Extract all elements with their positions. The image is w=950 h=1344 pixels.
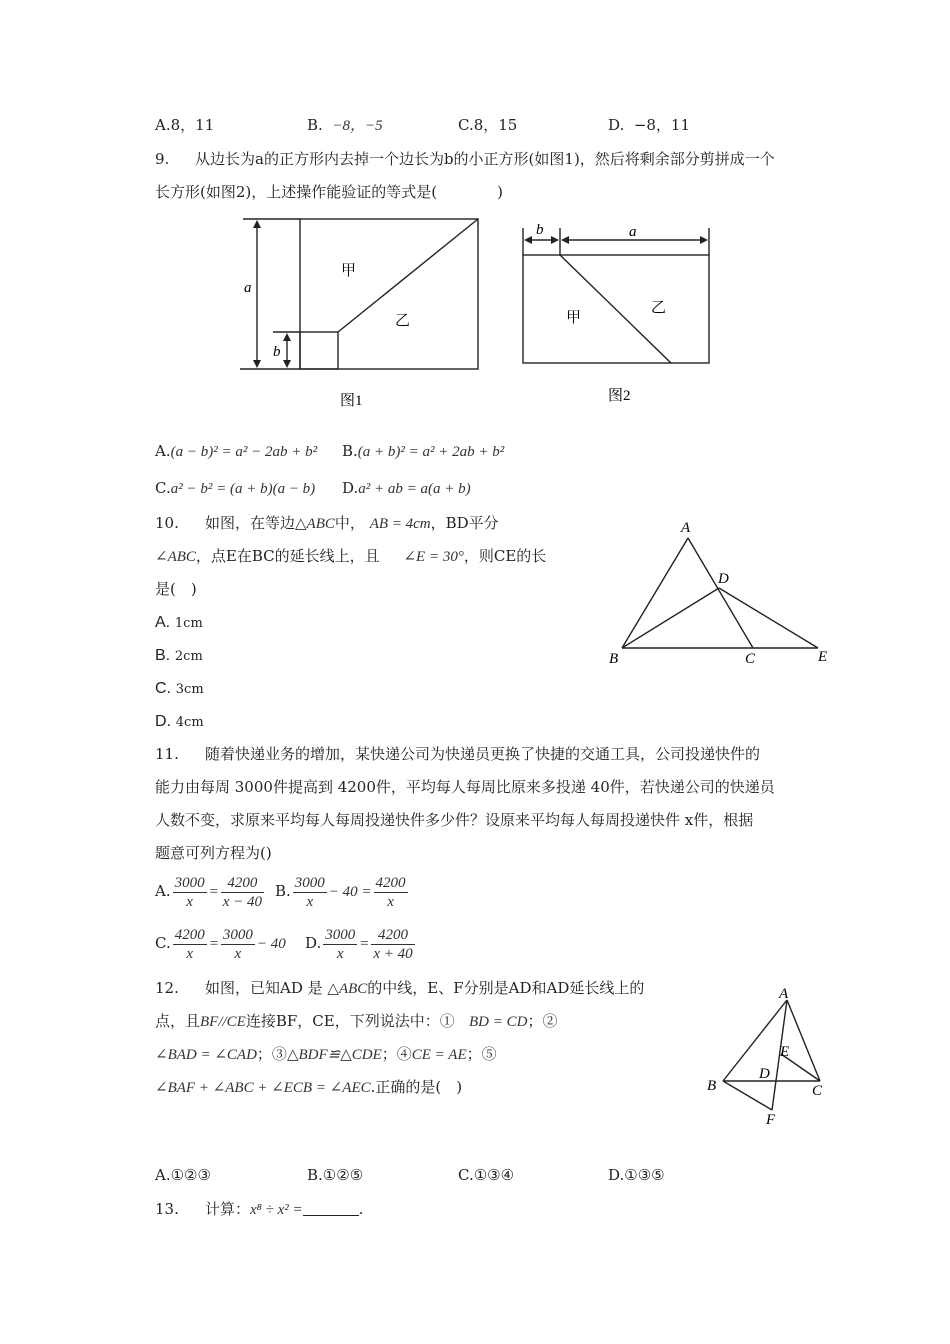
q12-line2: 点，且BF//CE连接BF，CE，下列说法中：① BD = CD；② xyxy=(155,1012,558,1030)
q8-option-d: D. −8，11 xyxy=(608,116,691,134)
q12-option-d: D.①③⑤ xyxy=(608,1166,665,1184)
q11-line2: 能力由每周 3000件提高到 4200件，平均每人每周比原来多投递 40件，若快递公司的快递员 xyxy=(155,778,775,796)
q9-option-b: B.(a + b)² = a² + 2ab + b² xyxy=(342,442,505,460)
q11-option-c: C. $\frac{4200}{x}$ = $\frac{3000}{x}$ − 40 xyxy=(155,926,286,962)
q10-option-a: A. 1cm xyxy=(155,614,203,631)
q9-option-c: C.a² − b² = (a + b)(a − b) xyxy=(155,479,316,497)
q12-label-c: C xyxy=(812,1083,823,1099)
q8-option-b: B. −8，−5 xyxy=(307,116,383,134)
q10-line1: 如图，在等边△ABC中， AB = 4cm，BD平分 xyxy=(205,514,499,532)
q10-number: 10. xyxy=(155,514,179,532)
q10-label-c: C xyxy=(745,651,756,667)
q11-line3: 人数不变，求原来平均每人每周投递快件多少件？设原来平均每人每周投递快件 x件，根据 xyxy=(155,811,754,829)
q12-line3: ∠BAD = ∠CAD；③△BDF≌△CDE；④CE = AE；⑤ xyxy=(155,1045,497,1063)
q12-option-c: C.①③④ xyxy=(458,1166,515,1184)
q12-option-b: B.①②⑤ xyxy=(307,1166,364,1184)
fig1-part-jia: 甲 xyxy=(341,263,357,279)
q9-option-a: A.(a − b)² = a² − 2ab + b² xyxy=(155,442,318,460)
q12-line4: ∠BAF + ∠ABC + ∠ECB = ∠AEC.正确的是( ) xyxy=(155,1078,463,1096)
q9-figure-2 xyxy=(515,218,720,408)
q11-option-a: A. $\frac{3000}{x}$ = $\frac{4200}{x - 40}$ xyxy=(155,874,263,910)
q10-label-b: B xyxy=(609,651,619,667)
q8-option-a: A.8，11 xyxy=(155,116,215,134)
q11-option-d: D. $\frac{3000}{x}$ = $\frac{4200}{x + 40}$ xyxy=(305,926,413,962)
q12-line1: 如图，已知AD 是 △ABC的中线，E、F分别是AD和AD延长线上的 xyxy=(205,979,645,997)
q12-label-d: D xyxy=(759,1066,770,1082)
q10-option-b: B. 2cm xyxy=(155,647,203,664)
q8-option-c: C.8，15 xyxy=(458,116,518,134)
q13-question: 计算：x⁸ ÷ x² = . xyxy=(205,1200,364,1218)
q9-line2: 长方形(如图2)，上述操作能验证的等式是( ) xyxy=(155,183,503,201)
q10-label-d: D xyxy=(718,571,729,587)
q12-label-f: F xyxy=(766,1112,776,1128)
q10-line2: ∠ABC，点E在BC的延长线上，且 ∠E = 30°，则CE的长 xyxy=(155,547,547,565)
fig1-part-yi: 乙 xyxy=(395,313,411,329)
fig1-label-a: a xyxy=(244,280,252,296)
q10-line3: 是( ) xyxy=(155,580,197,598)
q12-label-b: B xyxy=(707,1078,717,1094)
q13-answer-blank xyxy=(303,1201,359,1216)
fig1-label-b: b xyxy=(273,344,281,360)
fig2-caption: 图2 xyxy=(608,388,631,404)
q12-number: 12. xyxy=(155,979,179,997)
fig2-label-a: a xyxy=(629,224,637,240)
q12-option-a: A.①②③ xyxy=(155,1166,211,1184)
q9-option-d: D.a² + ab = a(a + b) xyxy=(342,479,471,497)
q12-label-e: E xyxy=(780,1044,790,1060)
q10-label-e: E xyxy=(818,649,828,665)
fig2-part-yi: 乙 xyxy=(651,300,667,316)
q10-figure xyxy=(600,515,840,670)
q10-option-d: D. 4cm xyxy=(155,713,204,730)
q11-option-b: B. $\frac{3000}{x}$ − 40 = $\frac{4200}{x}$ xyxy=(275,874,406,910)
fig1-caption: 图1 xyxy=(340,393,363,409)
q9-figure-1 xyxy=(235,212,485,412)
q9-number: 9. xyxy=(155,150,170,168)
fig2-part-jia: 甲 xyxy=(566,310,582,326)
q11-line4: 题意可列方程为() xyxy=(155,844,272,862)
q12-label-a: A xyxy=(779,986,789,1002)
fig2-label-b: b xyxy=(536,222,544,238)
q10-option-c: C. 3cm xyxy=(155,680,204,697)
q10-label-a: A xyxy=(681,520,691,536)
q11-number: 11. xyxy=(155,745,179,763)
q9-line1: 从边长为a的正方形内去掉一个边长为b的小正方形(如图1)，然后将剩余部分剪拼成一个 xyxy=(195,150,775,168)
q11-line1: 随着快递业务的增加，某快递公司为快递员更换了快捷的交通工具，公司投递快件的 xyxy=(205,745,761,763)
q13-number: 13. xyxy=(155,1200,179,1218)
q12-figure xyxy=(700,985,840,1130)
